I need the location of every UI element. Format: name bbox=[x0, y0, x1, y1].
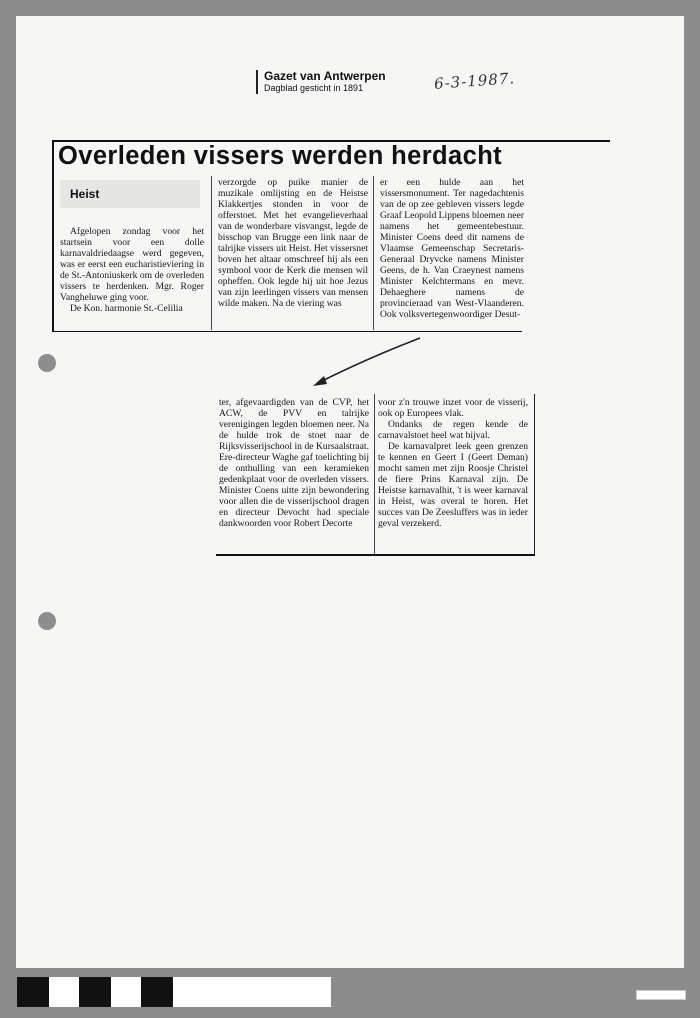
article-column-5 bbox=[378, 397, 528, 529]
color-swatch bbox=[173, 977, 331, 1007]
handwritten-date: 6-3-1987. bbox=[433, 69, 516, 93]
color-swatch bbox=[141, 977, 173, 1007]
article-headline: Overleden vissers werden herdacht bbox=[58, 142, 503, 170]
continuation-right-border bbox=[534, 394, 535, 556]
section-label: Heist bbox=[70, 187, 100, 201]
newspaper-subtitle: Dagblad gesticht in 1891 bbox=[264, 83, 364, 93]
color-swatch bbox=[49, 977, 79, 1007]
color-swatch bbox=[17, 977, 49, 1007]
archive-logo bbox=[636, 990, 686, 1000]
article-paragraph: Ondanks de regen kende de carnavalstoet heel wat bijval. bbox=[378, 419, 528, 441]
color-swatch bbox=[111, 977, 141, 1007]
article-paragraph: De karnavalpret leek geen grenzen te kennen en Geert I (Geert Deman) mocht samen met zijn Roosje Christel de fiere Prins Karnaval zijn. De Heistse karnavalhit, 't is weer karnaval in Heist, was overal te horen. Het succes van De Zeesluffers was in ieder geval verzekerd. bbox=[378, 441, 528, 529]
article-paragraph: verzorgde op puike manier de muzikale omlijsting en de Heistse Klakkertjes stonden in voor de offerstoet. Met het evangelieverhaal van de wonderbare visvangst, legde de bisschop van Brugge een link naar de talrijke vissers uit Heist. Het vissersnet boven het altaar omschreef hij als een symbool voor de Kerk die mensen wil opheffen. Ook legde hij uit hoe Jezus van zijn leerlingen vissers van mensen wilde maken. Na de viering was bbox=[218, 177, 368, 309]
column-rule bbox=[374, 394, 375, 554]
newspaper-name: Gazet van Antwerpen bbox=[264, 69, 386, 83]
article-paragraph: voor z'n trouwe inzet voor de visserij, ook op Europees vlak. bbox=[378, 397, 528, 419]
article-column-4 bbox=[219, 397, 369, 529]
article-paragraph: er een hulde aan het vissersmonument. Ter nagedachtenis van de op zee gebleven vissers legde Graaf Leopold Lippens bloemen neer namens het gemeentebestuur. Minister Coens deed dit namens de Vlaamse Gemeenschap Secretaris-Generaal Dryvcke namens Minister Geens, de h. Van Craeynest namens Minister Kelchtermans en mevr. Dehaeghere namens de provincieraad van West-Vlaanderen. Ook volksvertegenwoordiger Desut- bbox=[380, 177, 524, 320]
continuation-bottom-border bbox=[216, 554, 535, 556]
article-paragraph: ter, afgevaardigden van de CVP, het ACW, de PVV en talrijke verenigingen legden bloemen neer. Na de hulde trok de stoet naar de Rijksvisserijschool in de Kursaalstraat. Ere-directeur Waghe gaf toelichting bij de onthulling van een keramieken gedenkplaat voor de overleden vissers. Minister Coens uitte zijn bewondering voor allen die de visserijschool dragen en directeur Devocht had speciale dankwoorden voor Robert Decorte bbox=[219, 397, 369, 529]
article-paragraph: Afgelopen zondag voor het startsein voor een dolle karnavaldriedaagse werd gegeven, was er eerst een eucharistieviering in de St.-Antoniuskerk om de overleden vissers te herdenken. Mgr. Roger Vangheluwe ging voor. bbox=[60, 226, 204, 303]
article-paragraph: De Kon. harmonie St.-Celilia bbox=[70, 303, 183, 314]
color-swatch bbox=[79, 977, 111, 1007]
